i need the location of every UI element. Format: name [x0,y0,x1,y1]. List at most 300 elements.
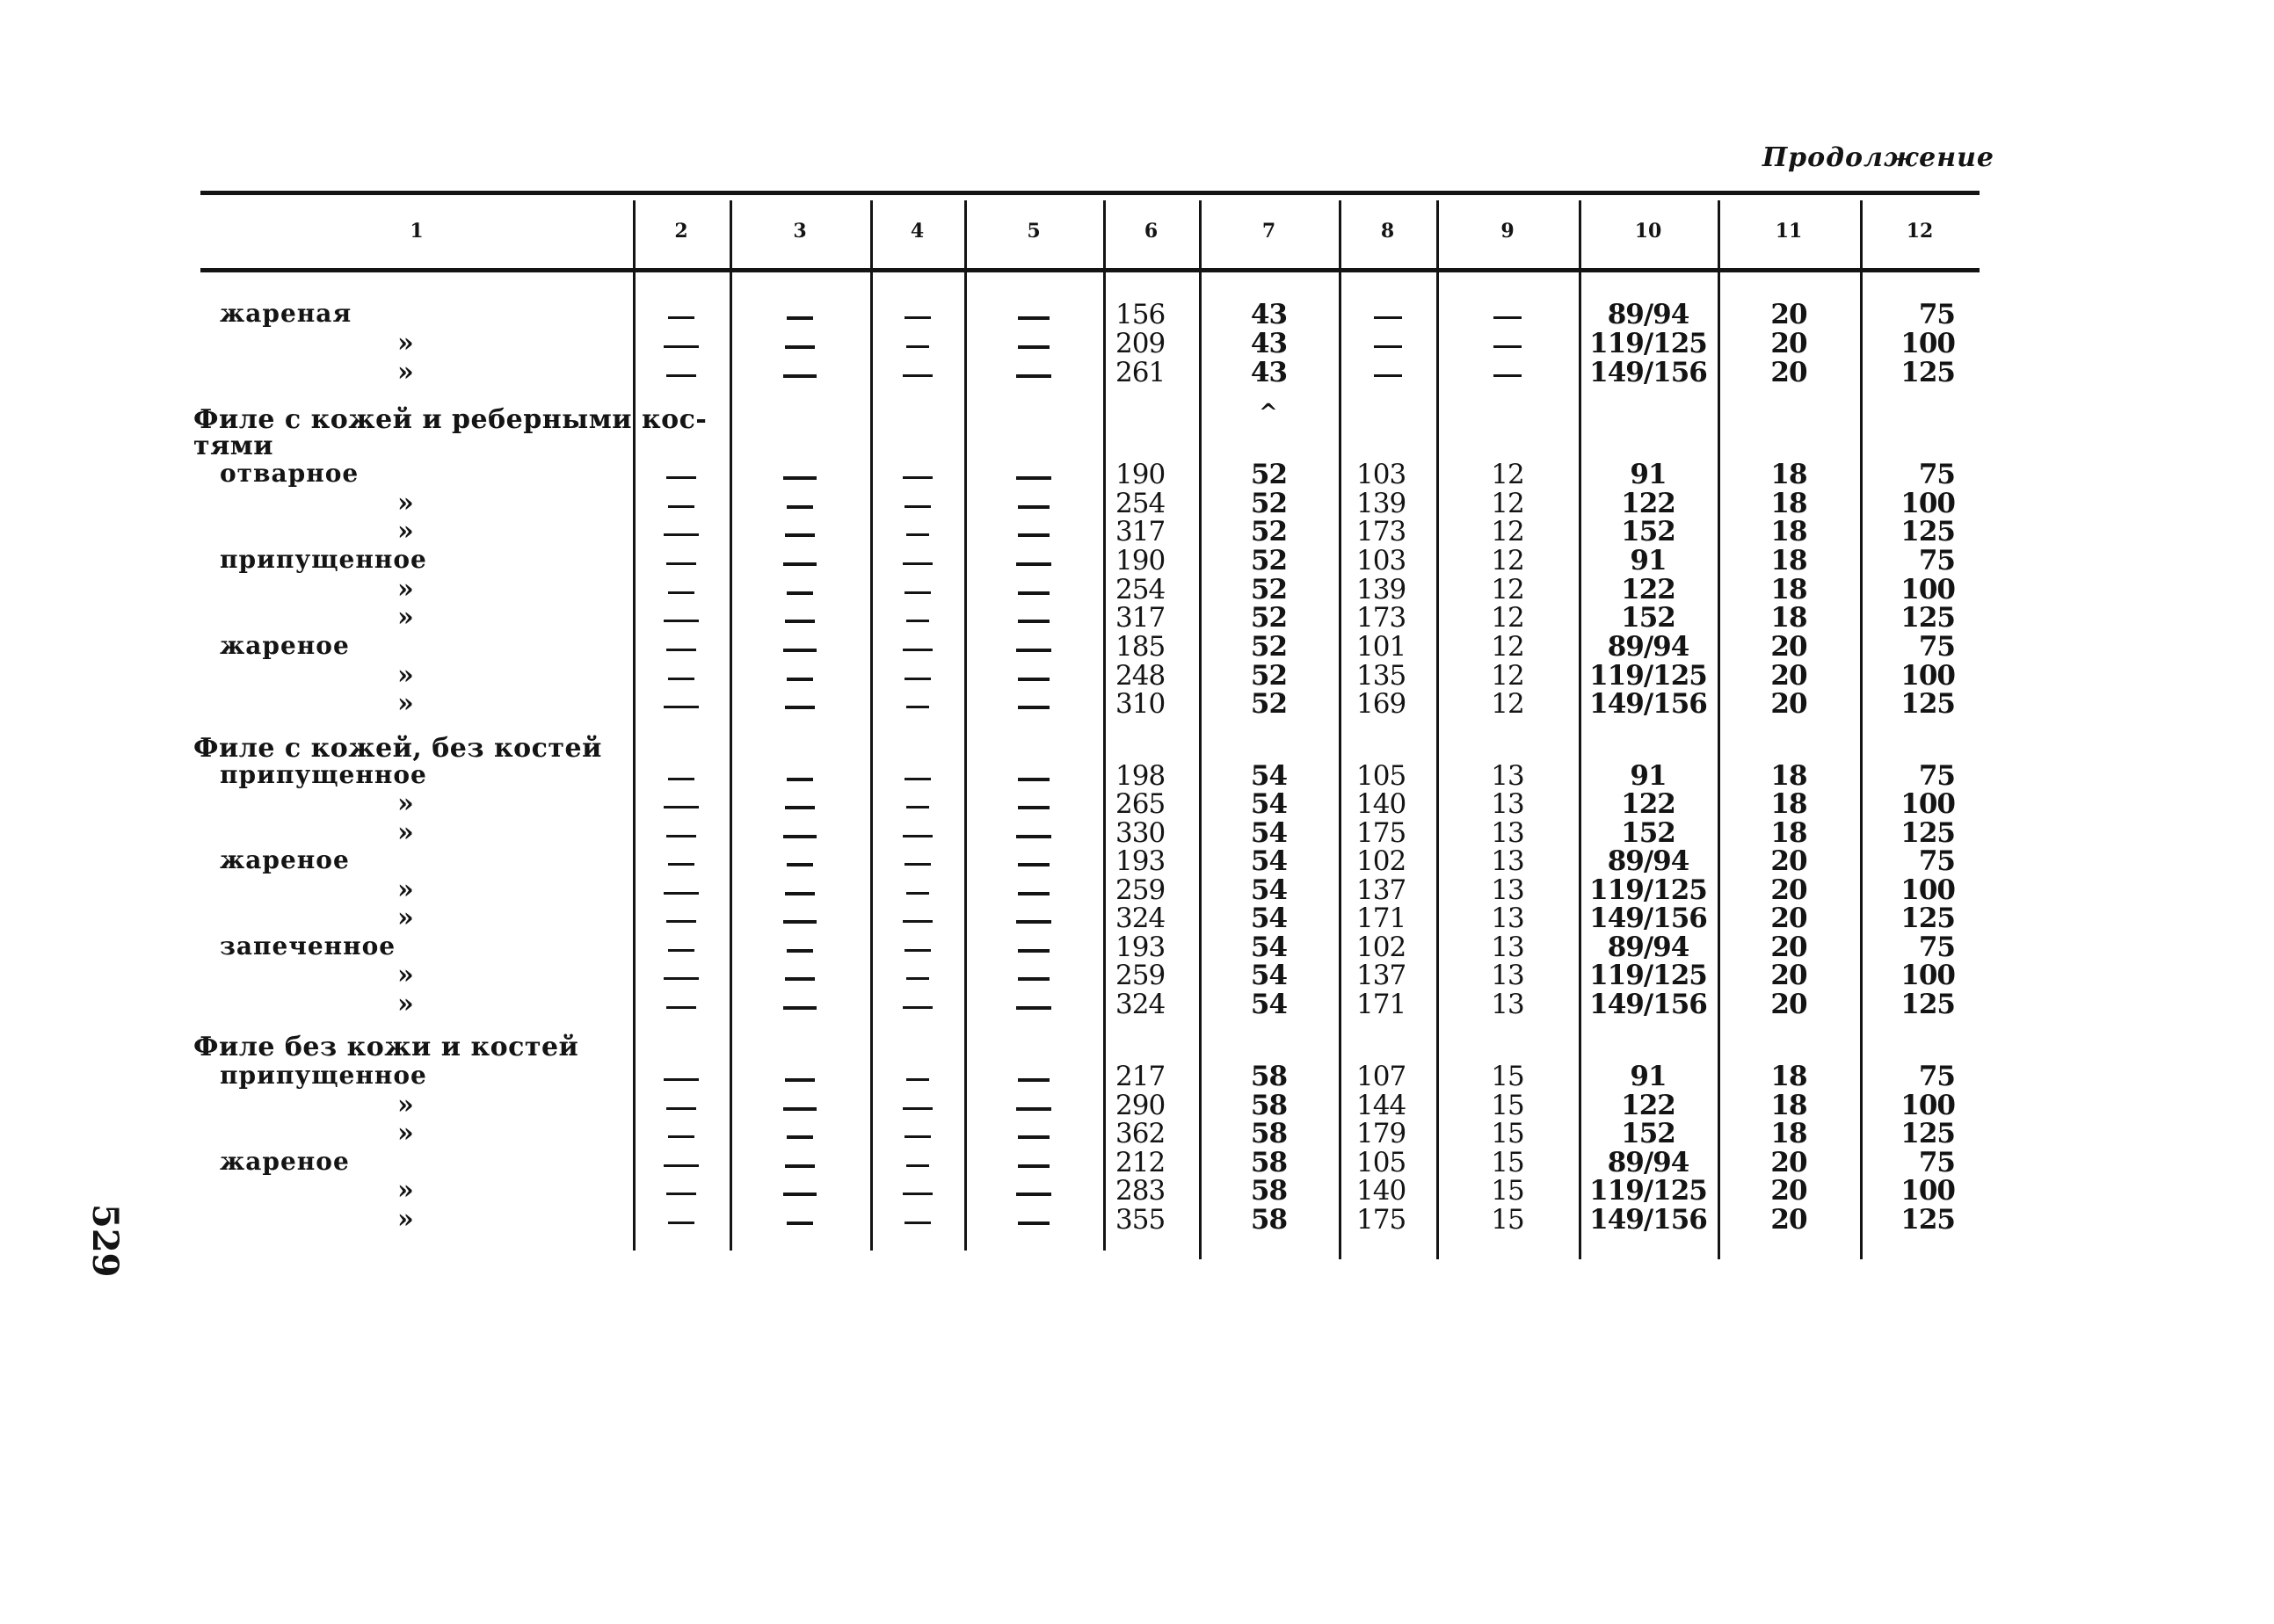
empty-dash [668,778,694,780]
cell-col-8: 135 [1356,660,1406,692]
cell-col-6: 317 [1115,602,1166,634]
row-label: припущенное [220,1061,427,1090]
cell-col-6: 310 [1115,688,1166,720]
cell-col-11: 20 [1770,631,1807,663]
empty-dash [1018,1164,1050,1168]
cell-col-6: 209 [1115,328,1166,359]
cell-col-11: 20 [1770,688,1807,720]
cell-col-11: 20 [1770,989,1807,1020]
empty-dash [906,977,929,980]
empty-dash [664,345,699,348]
empty-dash [787,316,813,320]
ditto-mark: » [397,1204,414,1235]
cell-col-9: 12 [1491,602,1524,634]
cell-col-6: 190 [1115,459,1166,490]
empty-dash [1016,649,1051,652]
cell-col-7: 43 [1250,328,1288,359]
cell-col-8: 171 [1356,903,1406,934]
cell-col-11: 18 [1770,1118,1807,1149]
cell-col-11: 18 [1770,545,1807,576]
cell-col-8: 140 [1356,788,1406,820]
cell-col-6: 217 [1115,1061,1166,1092]
cell-col-10: 152 [1621,817,1675,849]
cell-col-12: 125 [1900,817,1955,849]
cell-col-10: 119/125 [1589,328,1707,359]
cell-col-6: 193 [1115,932,1166,963]
cell-col-7: 43 [1250,299,1288,330]
empty-dash [783,374,817,378]
cell-col-11: 18 [1770,1061,1807,1092]
cell-col-8: 103 [1356,545,1406,576]
cell-col-12: 125 [1900,516,1955,547]
section-heading: тями [193,431,274,461]
cell-col-6: 193 [1115,845,1166,877]
cell-col-8: 139 [1356,574,1406,605]
row-label: жареное [220,1147,350,1176]
empty-dash [905,1135,931,1138]
column-header-6: 6 [1144,220,1159,243]
empty-dash [668,678,694,680]
empty-dash [905,863,931,866]
cell-col-12: 100 [1900,788,1955,820]
cell-col-9: 13 [1491,932,1524,963]
cell-col-6: 324 [1115,903,1166,934]
cell-col-6: 190 [1115,545,1166,576]
cell-col-8: 169 [1356,688,1406,720]
cell-col-7: 58 [1250,1090,1288,1121]
cell-col-9: 12 [1491,488,1524,519]
empty-dash [903,920,933,923]
column-header-9: 9 [1500,220,1515,243]
empty-dash [903,562,933,565]
empty-dash [787,863,813,866]
empty-dash [1018,778,1050,781]
cell-col-12: 125 [1900,357,1955,388]
empty-dash [666,1107,696,1110]
empty-dash [906,706,929,708]
cell-col-10: 119/125 [1589,660,1707,692]
cell-col-8: 140 [1356,1175,1406,1207]
section-heading: Филе без кожи и костей [193,1032,579,1062]
column-separator [964,200,967,1251]
empty-dash [1018,591,1050,595]
empty-dash [1018,863,1050,866]
empty-dash [1016,374,1051,378]
cell-col-11: 20 [1770,1204,1807,1236]
empty-dash [668,591,694,594]
empty-dash [1374,345,1402,348]
cell-col-8: 107 [1356,1061,1406,1092]
cell-col-12: 100 [1900,874,1955,906]
cell-col-10: 119/125 [1589,874,1707,906]
cell-col-6: 265 [1115,788,1166,820]
cell-col-10: 89/94 [1607,1147,1689,1178]
cell-col-9: 12 [1491,631,1524,663]
empty-dash [664,977,699,980]
cell-col-8: 171 [1356,989,1406,1020]
empty-dash [906,1164,929,1167]
cell-col-12: 100 [1900,574,1955,605]
empty-dash [905,505,931,508]
ditto-mark: » [397,328,414,359]
cell-col-9: 15 [1491,1204,1524,1236]
cell-col-12: 100 [1900,328,1955,359]
empty-dash [666,920,696,923]
cell-col-12: 75 [1918,545,1955,576]
empty-dash [666,1193,696,1195]
empty-dash [1016,835,1051,838]
cell-col-10: 152 [1621,602,1675,634]
empty-dash [664,533,699,536]
empty-dash [785,1164,815,1168]
cell-col-10: 122 [1621,1090,1675,1121]
cell-col-10: 122 [1621,574,1675,605]
cell-col-9: 13 [1491,817,1524,849]
empty-dash [668,949,694,952]
cell-col-7: 58 [1250,1061,1288,1092]
empty-dash [664,1078,699,1081]
cell-col-9: 13 [1491,903,1524,934]
cell-col-11: 18 [1770,574,1807,605]
cell-col-9: 13 [1491,874,1524,906]
cell-col-7: 52 [1250,545,1288,576]
empty-dash [903,649,933,651]
empty-dash [1018,533,1050,537]
cell-col-6: 290 [1115,1090,1166,1121]
cell-col-12: 125 [1900,903,1955,934]
column-separator [1103,200,1106,1251]
cell-col-10: 149/156 [1589,989,1707,1020]
cell-col-12: 75 [1918,299,1955,330]
empty-dash [906,1078,929,1081]
column-separator [1339,200,1341,1259]
cell-col-11: 18 [1770,459,1807,490]
cell-col-10: 91 [1630,760,1667,792]
cell-col-6: 324 [1115,989,1166,1020]
cell-col-10: 152 [1621,516,1675,547]
cell-col-10: 149/156 [1589,903,1707,934]
cell-col-6: 317 [1115,516,1166,547]
column-header-11: 11 [1775,220,1803,243]
empty-dash [785,1078,815,1082]
empty-dash [664,1164,699,1167]
ditto-mark: » [397,1090,414,1120]
empty-dash [1018,892,1050,895]
cell-col-7: 54 [1250,817,1288,849]
cell-col-8: 173 [1356,516,1406,547]
table-top-rule [200,191,1980,195]
cell-col-7: 52 [1250,459,1288,490]
empty-dash [905,1222,931,1224]
cell-col-10: 122 [1621,488,1675,519]
ditto-mark: » [397,1175,414,1206]
cell-col-7: 52 [1250,602,1288,634]
cell-col-9: 13 [1491,760,1524,792]
empty-dash [664,806,699,808]
empty-dash [903,1107,933,1110]
cell-col-7: 58 [1250,1147,1288,1178]
stray-mark: ^ [1259,400,1278,426]
cell-col-7: 52 [1250,660,1288,692]
empty-dash [664,892,699,895]
empty-dash [783,920,817,924]
cell-col-9: 15 [1491,1118,1524,1149]
empty-dash [783,835,817,838]
cell-col-7: 54 [1250,874,1288,906]
empty-dash [787,1135,813,1139]
cell-col-11: 20 [1770,357,1807,388]
cell-col-11: 20 [1770,903,1807,934]
ditto-mark: » [397,1118,414,1149]
empty-dash [666,374,696,377]
cell-col-12: 75 [1918,1147,1955,1178]
cell-col-6: 254 [1115,488,1166,519]
cell-col-6: 259 [1115,960,1166,991]
cell-col-12: 75 [1918,459,1955,490]
cell-col-11: 20 [1770,874,1807,906]
cell-col-9: 13 [1491,788,1524,820]
empty-dash [785,533,815,537]
ditto-mark: » [397,660,414,691]
empty-dash [1016,476,1051,480]
cell-col-11: 20 [1770,960,1807,991]
column-separator [870,200,873,1251]
cell-col-11: 20 [1770,660,1807,692]
empty-dash [906,620,929,622]
empty-dash [905,778,931,780]
ditto-mark: » [397,903,414,933]
cell-col-7: 54 [1250,960,1288,991]
empty-dash [903,1193,933,1195]
ditto-mark: » [397,357,414,388]
empty-dash [666,835,696,837]
empty-dash [783,562,817,566]
cell-col-7: 52 [1250,574,1288,605]
empty-dash [1018,345,1050,349]
empty-dash [664,620,699,622]
cell-col-11: 20 [1770,1147,1807,1178]
empty-dash [785,806,815,809]
ditto-mark: » [397,817,414,848]
empty-dash [905,316,931,319]
column-separator [730,200,732,1251]
cell-col-7: 43 [1250,357,1288,388]
cell-col-7: 52 [1250,631,1288,663]
empty-dash [787,678,813,681]
cell-col-12: 100 [1900,1090,1955,1121]
cell-col-11: 18 [1770,788,1807,820]
cell-col-6: 212 [1115,1147,1166,1178]
ditto-mark: » [397,574,414,605]
cell-col-8: 105 [1356,1147,1406,1178]
empty-dash [783,649,817,652]
cell-col-9: 15 [1491,1090,1524,1121]
empty-dash [1374,316,1402,319]
empty-dash [905,949,931,952]
cell-col-10: 89/94 [1607,299,1689,330]
cell-col-8: 139 [1356,488,1406,519]
cell-col-6: 259 [1115,874,1166,906]
cell-col-7: 58 [1250,1204,1288,1236]
cell-col-8: 105 [1356,760,1406,792]
cell-col-9: 15 [1491,1175,1524,1207]
section-heading: Филе с кожей, без костей [193,733,602,764]
cell-col-12: 75 [1918,631,1955,663]
cell-col-7: 52 [1250,488,1288,519]
cell-col-10: 91 [1630,545,1667,576]
cell-col-7: 58 [1250,1175,1288,1207]
cell-col-10: 89/94 [1607,932,1689,963]
empty-dash [785,977,815,981]
column-header-5: 5 [1027,220,1041,243]
cell-col-12: 100 [1900,960,1955,991]
row-label: отварное [220,459,360,488]
cell-col-10: 91 [1630,459,1667,490]
cell-col-12: 125 [1900,1204,1955,1236]
empty-dash [906,533,929,536]
empty-dash [787,591,813,595]
cell-col-11: 18 [1770,1090,1807,1121]
cell-col-8: 173 [1356,602,1406,634]
cell-col-10: 89/94 [1607,631,1689,663]
empty-dash [783,1006,817,1010]
cell-col-11: 18 [1770,760,1807,792]
cell-col-12: 125 [1900,1118,1955,1149]
cell-col-10: 152 [1621,1118,1675,1149]
ditto-mark: » [397,788,414,819]
empty-dash [903,476,933,479]
ditto-mark: » [397,488,414,518]
empty-dash [1018,316,1050,320]
cell-col-8: 137 [1356,874,1406,906]
column-header-8: 8 [1380,220,1395,243]
empty-dash [783,1193,817,1196]
empty-dash [783,476,817,480]
column-header-12: 12 [1906,220,1934,243]
cell-col-12: 125 [1900,688,1955,720]
cell-col-9: 12 [1491,688,1524,720]
empty-dash [668,1135,694,1138]
empty-dash [787,1222,813,1225]
cell-col-9: 12 [1491,574,1524,605]
cell-col-12: 100 [1900,1175,1955,1207]
row-label: жареное [220,845,350,874]
empty-dash [1018,505,1050,509]
cell-col-8: 179 [1356,1118,1406,1149]
cell-col-9: 12 [1491,516,1524,547]
cell-col-6: 156 [1115,299,1166,330]
column-header-10: 10 [1634,220,1662,243]
column-header-2: 2 [674,220,688,243]
empty-dash [1018,949,1050,953]
cell-col-11: 18 [1770,488,1807,519]
cell-col-8: 175 [1356,1204,1406,1236]
cell-col-11: 18 [1770,516,1807,547]
row-label: жареная [220,299,352,328]
page-number: 529 [84,1204,126,1278]
cell-col-10: 89/94 [1607,845,1689,877]
continuation-label: Продолжение [1762,142,1994,173]
cell-col-6: 198 [1115,760,1166,792]
ditto-mark: » [397,989,414,1019]
ditto-mark: » [397,688,414,719]
empty-dash [905,678,931,680]
cell-col-7: 52 [1250,688,1288,720]
cell-col-10: 149/156 [1589,688,1707,720]
cell-col-8: 102 [1356,845,1406,877]
empty-dash [787,778,813,781]
cell-col-11: 18 [1770,817,1807,849]
empty-dash [666,649,696,651]
column-separator [633,200,636,1251]
empty-dash [668,863,694,866]
cell-col-9: 12 [1491,545,1524,576]
cell-col-9: 12 [1491,660,1524,692]
empty-dash [785,706,815,709]
empty-dash [1016,920,1051,924]
ditto-mark: » [397,960,414,990]
cell-col-6: 362 [1115,1118,1166,1149]
empty-dash [1018,806,1050,809]
empty-dash [785,892,815,895]
cell-col-9: 13 [1491,989,1524,1020]
cell-col-9: 12 [1491,459,1524,490]
cell-col-8: 103 [1356,459,1406,490]
cell-col-12: 75 [1918,932,1955,963]
empty-dash [787,505,813,509]
column-header-7: 7 [1261,220,1276,243]
row-label: запеченное [220,932,396,961]
cell-col-7: 54 [1250,989,1288,1020]
cell-col-12: 100 [1900,660,1955,692]
cell-col-8: 101 [1356,631,1406,663]
cell-col-9: 15 [1491,1061,1524,1092]
cell-col-12: 125 [1900,602,1955,634]
cell-col-11: 20 [1770,1175,1807,1207]
cell-col-6: 330 [1115,817,1166,849]
empty-dash [785,345,815,349]
cell-col-12: 100 [1900,488,1955,519]
empty-dash [903,374,933,377]
empty-dash [787,949,813,953]
row-label: припущенное [220,760,427,789]
cell-col-11: 18 [1770,602,1807,634]
cell-col-10: 149/156 [1589,1204,1707,1236]
empty-dash [1493,374,1522,377]
section-heading: Филе с кожей и реберными кос- [193,404,708,435]
cell-col-7: 54 [1250,845,1288,877]
empty-dash [1018,706,1050,709]
cell-col-11: 20 [1770,328,1807,359]
empty-dash [1016,1193,1051,1196]
empty-dash [1493,345,1522,348]
empty-dash [905,591,931,594]
cell-col-7: 52 [1250,516,1288,547]
column-header-4: 4 [910,220,925,243]
empty-dash [1493,316,1522,319]
cell-col-6: 283 [1115,1175,1166,1207]
empty-dash [903,1006,933,1009]
cell-col-9: 15 [1491,1147,1524,1178]
cell-col-6: 185 [1115,631,1166,663]
cell-col-8: 137 [1356,960,1406,991]
empty-dash [1018,678,1050,681]
cell-col-12: 75 [1918,760,1955,792]
cell-col-7: 54 [1250,903,1288,934]
table-header-rule [200,268,1980,272]
empty-dash [668,1222,694,1224]
empty-dash [903,835,933,837]
